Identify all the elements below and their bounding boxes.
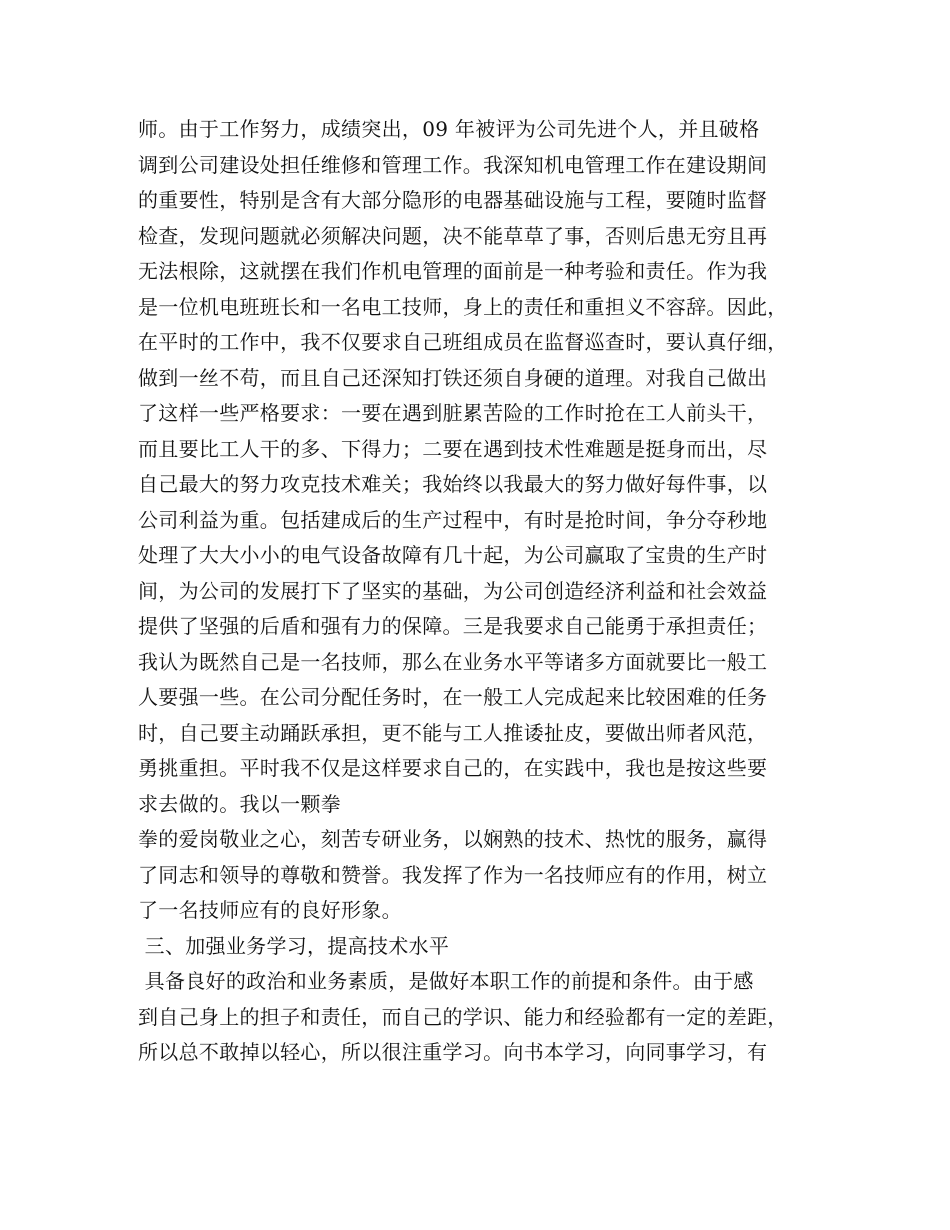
text-line: 公司利益为重。包括建成后的生产过程中，有时是抢时间，争分夺秒地 <box>138 507 768 532</box>
text-line: 做到一丝不苟，而且自己还深知打铁还须自身硬的道理。对我自己做出 <box>138 365 768 390</box>
text-line: 自己最大的努力攻克技术难关；我始终以我最大的努力做好每件事，以 <box>138 472 768 496</box>
text-line: 间，为公司的发展打下了坚实的基础，为公司创造经济利益和社会效益 <box>138 578 768 603</box>
text-line: 无法根除，这就摆在我们作机电管理的面前是一种考验和责任。作为我 <box>138 259 768 283</box>
text-line: 人要强一些。在公司分配任务时，在一般工人完成起来比较困难的任务 <box>138 685 768 709</box>
text-line: 调到公司建设处担任维修和管理工作。我深知机电管理工作在建设期间 <box>138 152 768 177</box>
text-line: 检查，发现问题就必须解决问题，决不能草草了事，否则后患无穷且再 <box>138 223 768 248</box>
text-line: 的重要性，特别是含有大部分隐形的电器基础设施与工程，要随时监督 <box>138 188 768 212</box>
text-line: 是一位机电班班长和一名电工技师，身上的责任和重担义不容辞。因此， <box>138 294 788 319</box>
section-heading: 三、加强业务学习，提高技术水平 <box>138 933 450 958</box>
text-line: 到自己身上的担子和责任，而自己的学识、能力和经验都有一定的差距， <box>138 1004 788 1029</box>
text-line: 我认为既然自己是一名技师，那么在业务水平等诸多方面就要比一般工 <box>138 649 768 674</box>
text-line: 所以总不敢掉以轻心，所以很注重学习。向书本学习，向同事学习，有 <box>138 1040 768 1064</box>
text-line: 时，自己要主动踊跃承担，更不能与工人推诿扯皮，要做出师者风范， <box>138 720 768 745</box>
text-line: 求去做的。我以一颗拳 <box>138 791 341 816</box>
text-line: 具备良好的政治和业务素质，是做好本职工作的前提和条件。由于感 <box>138 969 754 993</box>
text-line: 勇挑重担。平时我不仅是这样要求自己的，在实践中，我也是按这些要 <box>138 756 768 780</box>
text-line: 了这样一些严格要求：一要在遇到脏累苦险的工作时抢在工人前头干， <box>138 401 768 425</box>
document-body-text <box>138 112 838 1071</box>
text-line: 了一名技师应有的良好形象。 <box>138 898 402 922</box>
text-line: 拳的爱岗敬业之心，刻苦专研业务，以娴熟的技术、热忱的服务，赢得 <box>138 827 768 851</box>
text-line: 处理了大大小小的电气设备故障有几十起，为公司赢取了宝贵的生产时 <box>138 543 768 567</box>
text-line: 提供了坚强的后盾和强有力的保障。三是我要求自己能勇于承担责任； <box>138 614 768 638</box>
text-line: 在平时的工作中，我不仅要求自己班组成员在监督巡查时，要认真仔细， <box>138 330 788 354</box>
text-line: 师。由于工作努力，成绩突出，09 年被评为公司先进个人，并且破格 <box>138 117 760 141</box>
text-line: 而且要比工人干的多、下得力；二要在遇到技术性难题是挺身而出，尽 <box>138 436 768 461</box>
text-line: 了同志和领导的尊敬和赞誉。我发挥了作为一名技师应有的作用，树立 <box>138 862 768 887</box>
